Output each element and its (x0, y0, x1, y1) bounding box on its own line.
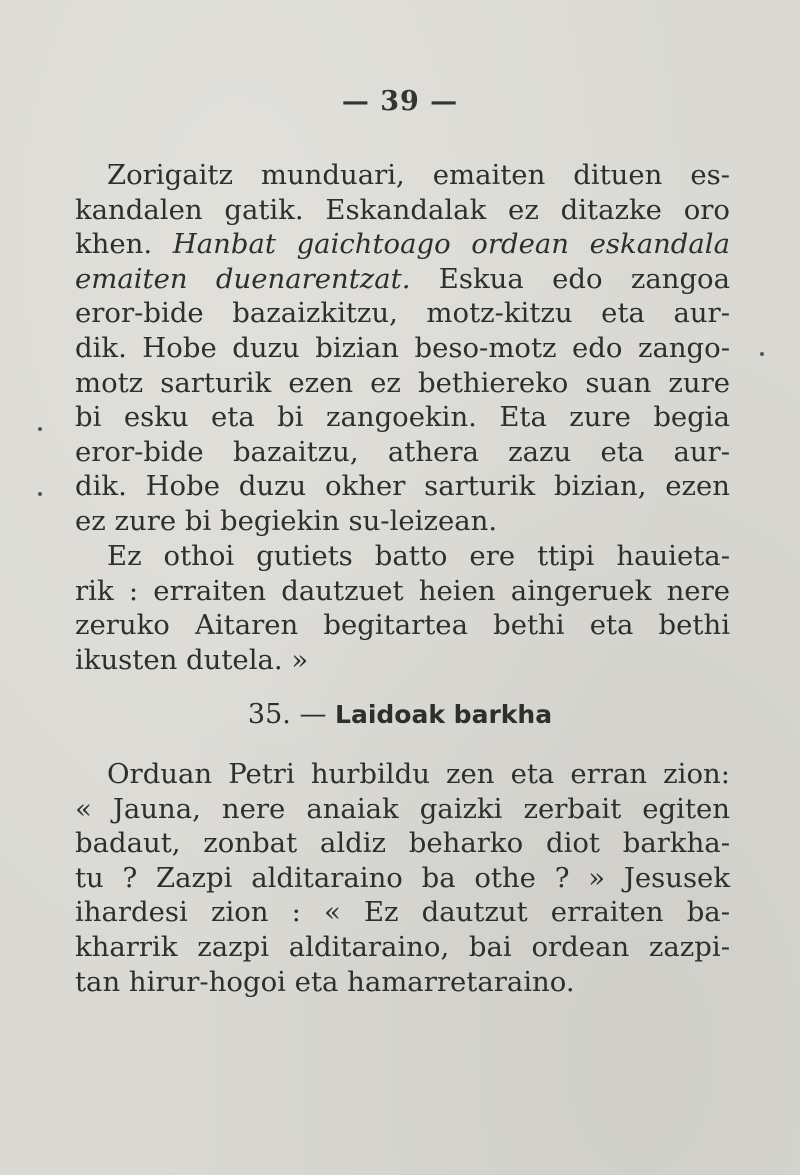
paragraph-3 (75, 757, 730, 999)
page-number: — 39 — (341, 86, 459, 117)
paragraph-2 (75, 539, 730, 677)
text-line: zeruko Aitaren begitartea bethi eta bethi (75, 609, 730, 642)
italic-text: Hanbat gaichtoago ordean eskandala (172, 228, 731, 261)
text-line: dik. Hobe duzu okher sarturik bizian, ezen (75, 470, 730, 503)
text-line (75, 262, 730, 297)
text-span: Eskua edo zangoa (438, 262, 730, 295)
text-line: tu ? Zazpi alditaraino ba othe ? » Jesusek (75, 861, 730, 894)
margin-speck (760, 352, 764, 356)
section-heading (0, 699, 800, 730)
text-line: eror-bide bazaitzu, athera zazu eta aur- (75, 435, 730, 468)
text-line: ez zure bi begiekin su-leizean. (75, 504, 498, 537)
text-line: kharrik zazpi alditaraino, bai ordean zazpi- (75, 930, 730, 963)
text-span: khen. (75, 228, 153, 261)
text-line: motz sarturik ezen ez bethiereko suan zure (75, 366, 730, 399)
text-line: Ez othoi gutiets batto ere ttipi hauieta- (107, 540, 730, 572)
text-line: kandalen gatik. Eskandalak ez ditazke oro (75, 193, 730, 226)
text-line: badaut, zonbat aldiz beharko diot barkha- (75, 827, 730, 860)
text-line: Orduan Petri hurbildu zen eta erran zion: (107, 758, 730, 790)
paragraph-1 (75, 158, 730, 539)
section-number: 35. — (247, 699, 327, 730)
text-line: eror-bide bazaizkitzu, motz-kitzu eta aur- (75, 297, 730, 330)
text-line: tan hirur-hogoi eta hamarretaraino. (75, 965, 575, 998)
margin-speck (38, 427, 42, 431)
section-title: Laidoak barkha (335, 700, 553, 729)
text-line: « Jauna, nere anaiak gaizki zerbait egiten (75, 792, 730, 825)
text-line: ihardesi zion : « Ez dautzut erraiten ba- (75, 896, 730, 929)
text-line: dik. Hobe duzu bizian beso-motz edo zango- (75, 331, 730, 364)
text-line: Zorigaitz munduari, emaiten dituen es- (107, 159, 730, 191)
margin-speck (38, 492, 42, 496)
italic-text: emaiten duenarentzat. (75, 262, 411, 295)
text-line: bi esku eta bi zangoekin. Eta zure begia (75, 401, 730, 434)
text-line: rik : erraiten dautzuet heien aingeruek nere (75, 574, 730, 607)
text-line (75, 227, 730, 262)
text-line: ikusten dutela. » (75, 643, 309, 676)
